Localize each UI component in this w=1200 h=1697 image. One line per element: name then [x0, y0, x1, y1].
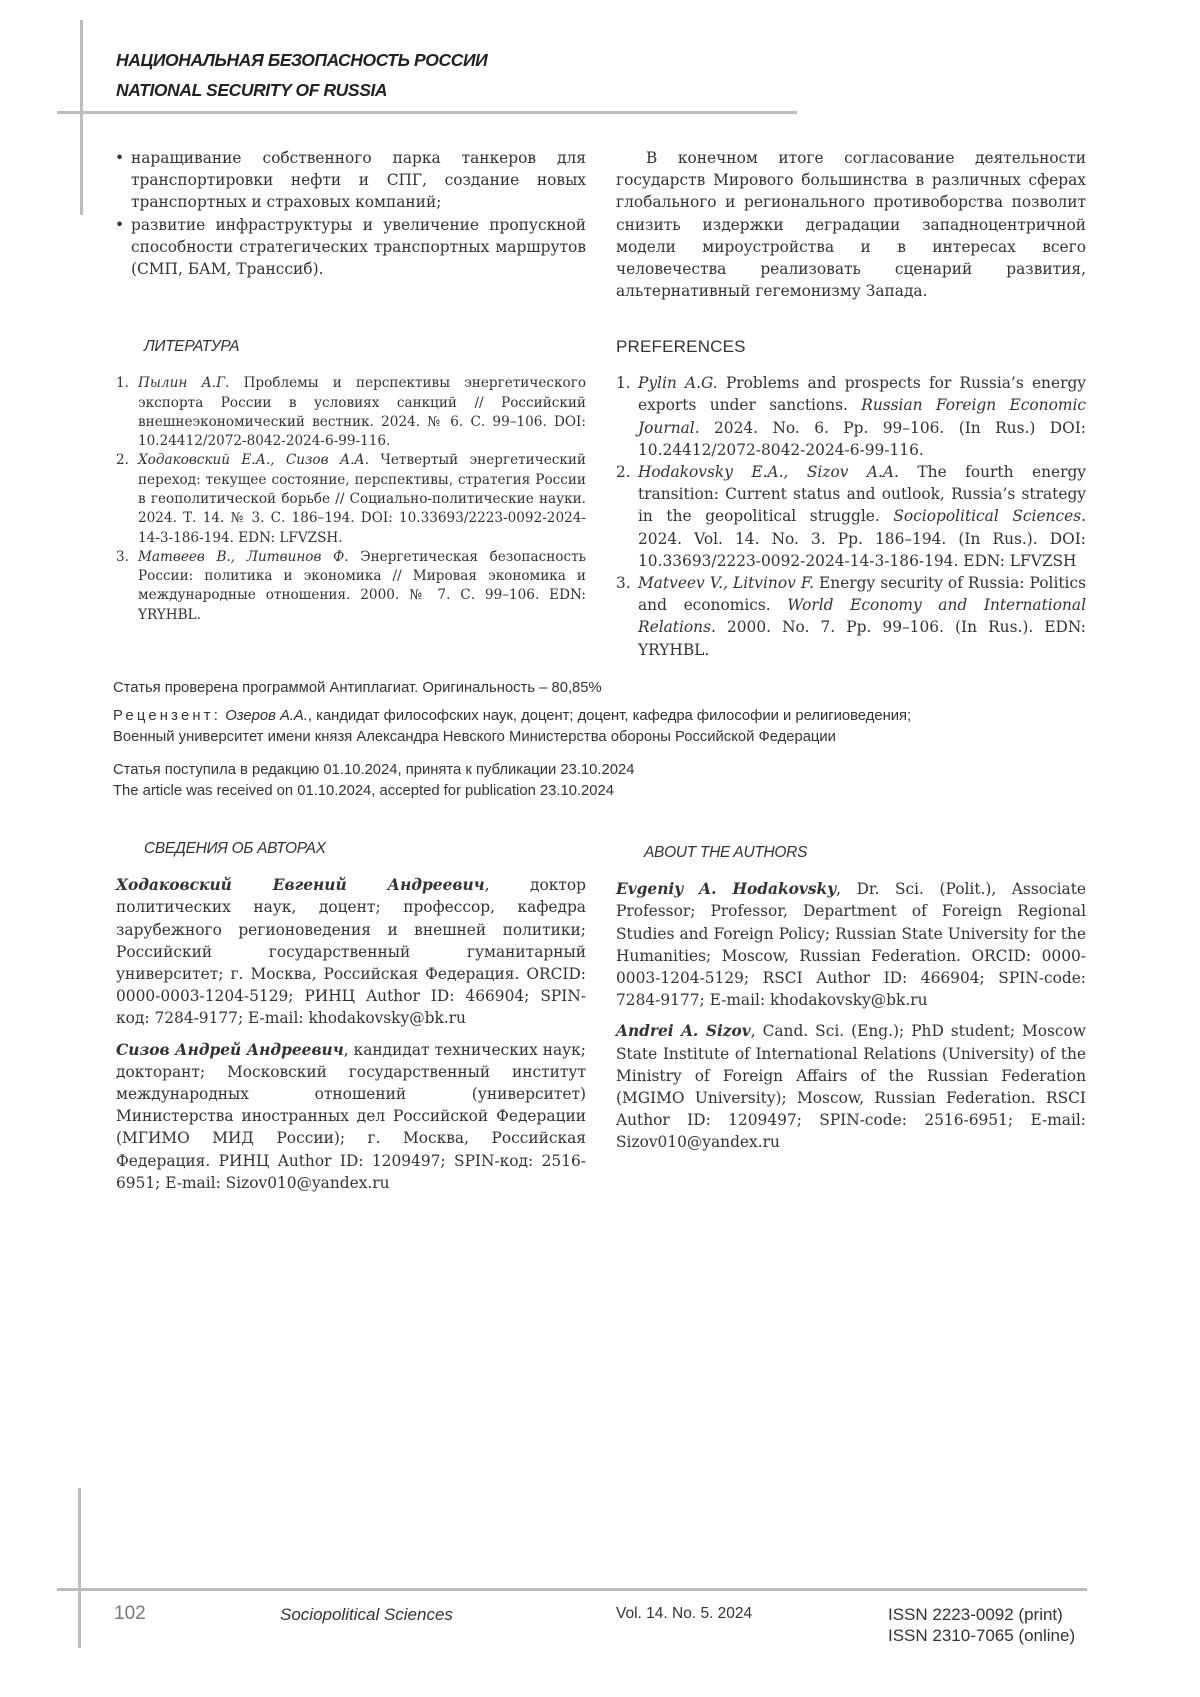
- received-en: The article was received on 01.10.2024, accepted for publication 23.10.2024: [113, 783, 614, 799]
- body-conclusion: [616, 147, 1086, 302]
- authors-ru: [116, 838, 586, 1203]
- bullet-item: • наращивание собственного парка танкеров для транспортировки нефти и СПГ, создание новых транспортных и страховых компаний;: [115, 149, 586, 212]
- reference-authors: Пылин А.Г.: [138, 375, 230, 392]
- rubric-en: NATIONAL SECURITY OF RUSSIA: [116, 80, 388, 100]
- authors-en: [616, 842, 1086, 1163]
- references-ru: [116, 336, 586, 625]
- reference-journal: Sociopolitical Sciences: [893, 507, 1082, 526]
- authors-en-title: ABOUT THE AUTHORS: [644, 844, 808, 861]
- reference-item: 3. Matveev V., Litvinov F. Energy security of Russia: Politics and economics. World Economy and International Relations. 2000. No. 7. Pp. 99–106. (In Rus.). EDN: YRYHBL.: [616, 574, 1086, 659]
- references-ru-title: ЛИТЕРАТУРА: [144, 338, 240, 355]
- footer-issue: Vol. 14. No. 5. 2024: [616, 1605, 753, 1622]
- reference-item: 2. Ходаковский Е.А., Сизов А.А. Четвертый энергетический переход: текущее состояние, перспективы, стратегия России в геополитической борьбе // Социально-политические науки. 2024. Т. 14. № 3. С. 186–194. DOI: 10.33693/2223-0092-2024-14-3-186-194. EDN: LFVZSH.: [116, 452, 586, 546]
- reference-item: 1. Pylin A.G. Problems and prospects for Russia’s energy exports under sanctions. Russian Foreign Economic Journal. 2024. No. 6. Pp. 99–106. (In Rus.) DOI: 10.24412/2072-8042-2024-6-99-116.: [616, 374, 1086, 459]
- author-entry: Andrei A. Sizov, Cand. Sci. (Eng.); PhD student; Moscow State Institute of International Relations (University) of the Ministry of Foreign Affairs of the Russian Federation (MGIMO University); Moscow, Russian Federation. RSCI Author ID: 1209497; SPIN-code: 2516-6951; E-mail: Sizov010@yandex.ru: [616, 1022, 1086, 1152]
- reference-journal: World Economy and International Relations: [638, 596, 1086, 637]
- reference-item: 3. Матвеев В., Литвинов Ф. Энергетическая безопасность России: политика и экономика // Мировая экономика и международные отношения. 2000. № 7. С. 99–106. EDN: YRYHBL.: [116, 548, 586, 623]
- plagiarism-note: Статья проверена программой Антиплагиат. Оригинальность – 80,85%: [113, 680, 602, 696]
- reference-authors: Матвеев В., Литвинов Ф.: [138, 548, 349, 565]
- footer-journal: Sociopolitical Sciences: [280, 1605, 453, 1624]
- bullet-item: • развитие инфраструктуры и увеличение пропускной способности стратегических транспортных маршрутов (СМП, БАМ, Транссиб).: [115, 215, 586, 279]
- references-en-title: PREFERENCES: [616, 337, 746, 356]
- reviewer-name: Озеров А.А.: [225, 708, 308, 724]
- footer-horizontal-rule: [57, 1588, 1087, 1591]
- authors-ru-title: СВЕДЕНИЯ ОБ АВТОРАХ: [144, 840, 326, 857]
- reviewer-line-1: Рецензент: Озеров А.А., кандидат философских наук, доцент; доцент, кафедра философии и религиоведения;: [113, 708, 912, 724]
- reviewer-label: Рецензент:: [113, 708, 222, 724]
- reference-item: 1. Пылин А.Г. Проблемы и перспективы энергетического экспорта России в условиях санкций // Российский внешнеэкономический вестник. 2024. № 6. С. 99–106. DOI: 10.24412/2072-8042-2024-6-99-116.: [116, 375, 586, 450]
- author-entry: Сизов Андрей Андреевич, кандидат технических наук; докторант; Московский государственный институт международных отношений (университет) Министерства иностранных дел Российской Федерации (МГИМО МИД России); г. Москва, Российская Федерация. РИНЦ Author ID: 1209497; SPIN-код: 2516-6951; E-mail: Sizov010@yandex.ru: [116, 1040, 586, 1192]
- footer-issn: [888, 1604, 1075, 1646]
- bullet-icon: •: [115, 215, 125, 234]
- reference-item: 2. Hodakovsky E.A., Sizov A.A. The fourth energy transition: Current status and outlook, Russia’s strategy in the geopolitical struggle. Sociopolitical Sciences. 2024. Vol. 14. No. 3. Pp. 186–194. (In Rus.). DOI: 10.33693/2223-0092-2024-14-3-186-194. EDN: LFVZSH: [616, 463, 1087, 570]
- author-name: Ходаковский Евгений Андреевич: [116, 876, 485, 895]
- author-entry: Evgeniy A. Hodakovsky, Dr. Sci. (Polit.), Associate Professor; Professor, Department of Foreign Regional Studies and Foreign Policy; Russian State University for the Humanities; Moscow, Russian Federation. ORCID: 0000-0003-1204-5129; RSCI Author ID: 466904; SPIN-code: 7284-9177; E-mail: khodakovsky@bk.ru: [616, 880, 1086, 1010]
- reference-authors: Hodakovsky E.A., Sizov A.A.: [638, 463, 899, 482]
- page-number: 102: [114, 1603, 146, 1624]
- header-horizontal-rule: [57, 111, 797, 114]
- running-header: [116, 45, 487, 105]
- author-name: Сизов Андрей Андреевич: [116, 1040, 344, 1059]
- author-name: Andrei A. Sizov: [616, 1022, 751, 1041]
- header-vertical-rule: [80, 20, 83, 215]
- author-entry: Ходаковский Евгений Андреевич, доктор политических наук, доцент; профессор, кафедра зарубежного регионоведения и внешней политики; Российский государственный гуманитарный университет; г. Москва, Российская Федерация. ORCID: 0000-0003-1204-5129; РИНЦ Author ID: 466904; SPIN-код: 7284-9177; E-mail: khodakovsky@bk.ru: [116, 876, 586, 1028]
- reference-journal: Russian Foreign Economic Journal: [638, 396, 1086, 437]
- issn-print: ISSN 2223-0092 (print): [888, 1605, 1063, 1624]
- received-ru: Статья поступила в редакцию 01.10.2024, принята к публикации 23.10.2024: [113, 762, 635, 778]
- footer-vertical-rule: [78, 1488, 81, 1648]
- reference-authors: Pylin A.G.: [638, 374, 718, 393]
- body-bullets: [116, 147, 586, 280]
- reference-authors: Ходаковский Е.А., Сизов А.А.: [138, 452, 370, 469]
- reference-authors: Matveev V., Litvinov F.: [638, 574, 814, 593]
- conclusion-paragraph: В конечном итоге согласование деятельности государств Мирового большинства в различных сферах глобального и регионального противоборства позволит снизить издержки деградации западноцентричной модели мироустройства и в интересах всего человечества реализовать сценарий развития, альтернативный гегемонизму Запада.: [616, 149, 1086, 301]
- rubric-ru: НАЦИОНАЛЬНАЯ БЕЗОПАСНОСТЬ РОССИИ: [116, 50, 488, 70]
- references-en: [616, 336, 1086, 661]
- author-name: Evgeniy A. Hodakovsky: [616, 880, 837, 899]
- bullet-icon: •: [115, 149, 125, 167]
- reviewer-line-2: Военный университет имени князя Александра Невского Министерства обороны Российской Федерации: [113, 729, 836, 745]
- issn-online: ISSN 2310-7065 (online): [888, 1626, 1076, 1645]
